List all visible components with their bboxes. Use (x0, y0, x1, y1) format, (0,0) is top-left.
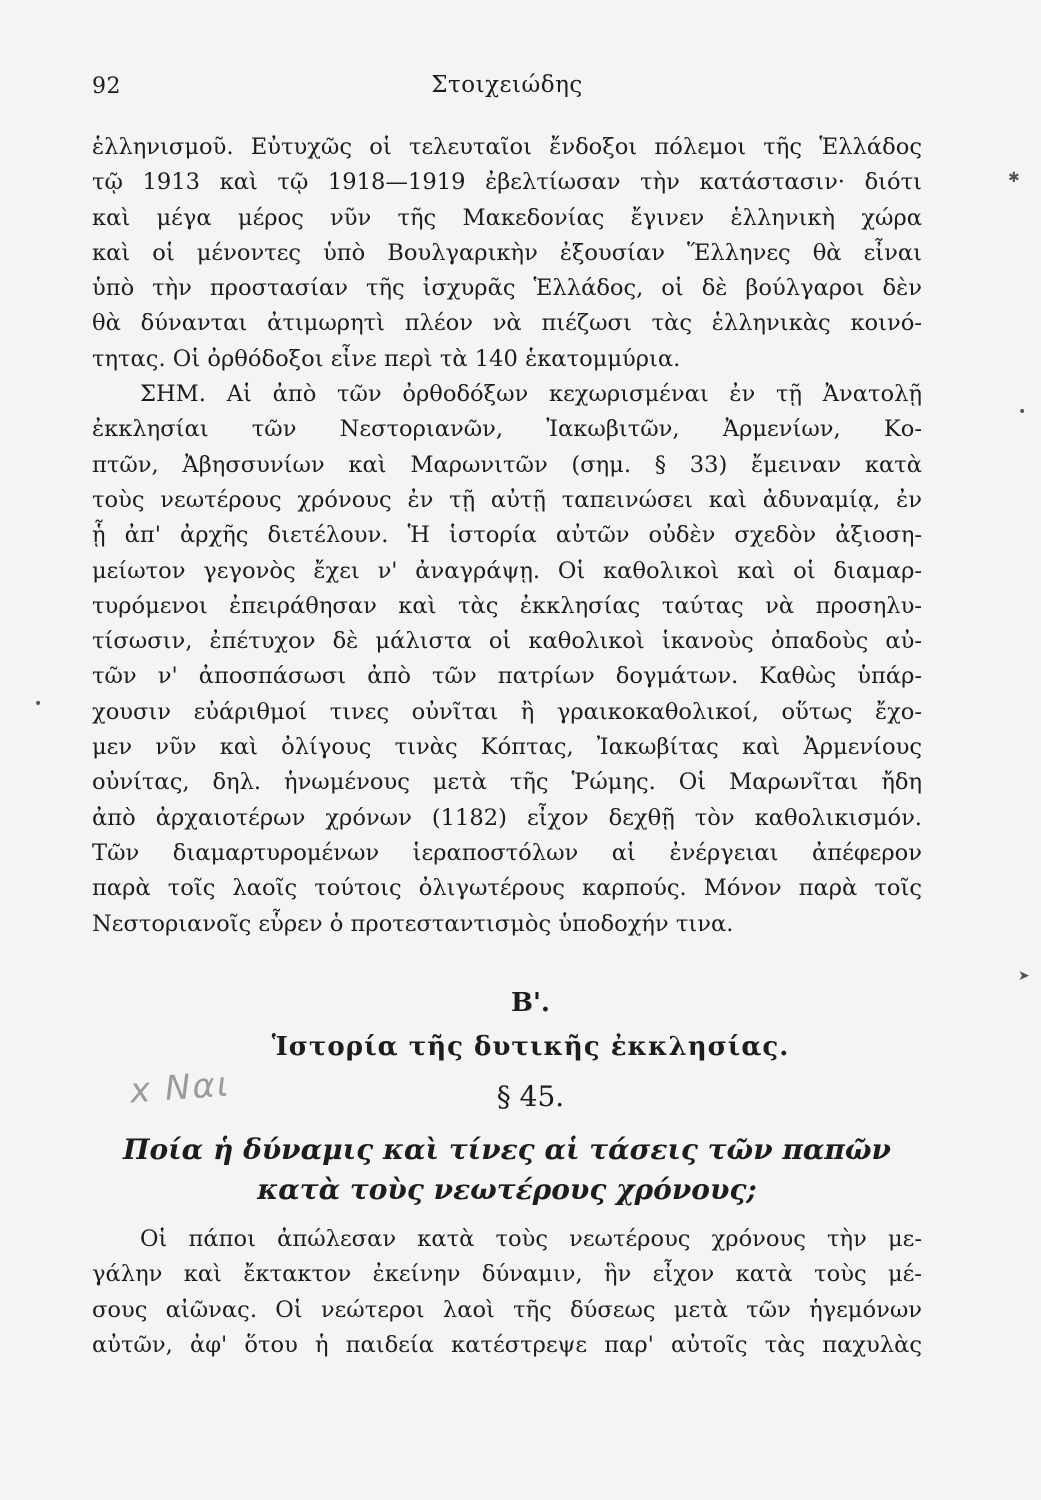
section-title: Ἱστορία τῆς δυτικῆς ἐκκλησίας. (271, 1032, 790, 1062)
text-line: ἀπὸ ἀρχαιοτέρων χρόνων (1182) εἶχον δεχθῇ τὸν καθολικισμόν. (92, 804, 922, 831)
page-number: 92 (92, 74, 121, 99)
section-letter: Β'. (511, 988, 550, 1018)
text-line: γάλην καὶ ἔκτακτον ἐκείνην δύναμιν, ἣν εἶχον κατὰ τοὺς μέ- (92, 1261, 922, 1288)
text-line: ἑλληνισμοῦ. Εὐτυχῶς οἱ τελευταῖοι ἔνδοξοι πόλεμοι τῆς Ἑλλάδος (92, 134, 922, 160)
margin-star-mark: ✱ (1008, 170, 1020, 186)
text-line: μείωτον γεγονὸς ἔχει ν' ἀναγράψῃ. Οἱ καθολικοὶ καὶ οἱ διαμαρ- (92, 557, 922, 584)
margin-dot-mark: • (34, 696, 43, 712)
text-line: οὐνίτας, δηλ. ἡνωμένους μετὰ τῆς Ῥώμης. Οἱ Μαρωνῖται ἤδη (92, 769, 922, 796)
text-line: καὶ οἱ μένοντες ὑπὸ Βουλγαρικὴν ἐξουσίαν Ἕλληνες θὰ εἶναι (92, 239, 922, 266)
running-head: Στοιχειώδης (431, 72, 583, 98)
text-line: τῷ 1913 καὶ τῷ 1918—1919 ἐβελτίωσαν τὴν κατάστασιν· διότι (92, 169, 922, 196)
text-line: καὶ μέγα μέρος νῦν τῆς Μακεδονίας ἔγινεν ἑλληνικὴ χώρα (92, 204, 922, 231)
body-text (92, 130, 922, 942)
text-line: τητας. Οἱ ὀρθόδοξοι εἶνε περὶ τὰ 140 ἑκατομμύρια. (92, 345, 681, 372)
text-line: χουσιν εὐάριθμοί τινες οὐνῖται ἢ γραικοκαθολικοί, οὕτως ἔχο- (92, 698, 922, 725)
text-line: τυρόμενοι ἐπειράθησαν καὶ τὰς ἐκκλησίας ταύτας νὰ προσηλυ- (92, 592, 922, 619)
margin-dot-mark: • (1018, 404, 1027, 420)
note-line: ΣΗΜ. Αἱ ἀπὸ τῶν ὀρθοδόξων κεχωρισμέναι ἐν τῇ Ἀνατολῇ (140, 381, 922, 408)
answer-text (92, 1222, 922, 1363)
text-line: Νεστοριανοῖς εὗρεν ὁ προτεσταντισμὸς ὑποδοχήν τινα. (92, 910, 734, 937)
text-line: Τῶν διαμαρτυρομένων ἱεραποστόλων αἱ ἐνέργειαι ἀπέφερον (92, 839, 922, 866)
handwritten-annotation: x Ναι (128, 1064, 232, 1112)
text-line: πτῶν, Ἀβησσυνίων καὶ Μαρωνιτῶν (σημ. § 33) ἔμειναν κατὰ (92, 451, 922, 478)
text-line: ὑπὸ τὴν προστασίαν τῆς ἰσχυρᾶς Ἑλλάδος, οἱ δὲ βούλγαροι δὲν (92, 275, 922, 302)
text-line: τῶν ν' ἀποσπάσωσι ἀπὸ τῶν πατρίων δογμάτων. Καθὼς ὑπάρ- (92, 663, 922, 690)
text-line: θὰ δύνανται ἀτιμωρητὶ πλέον νὰ πιέζωσι τὰς ἑλληνικὰς κοινό- (92, 310, 922, 337)
question-line: Ποία ἡ δύναμις καὶ τίνες αἱ τάσεις τῶν παπῶν (122, 1133, 891, 1166)
text-line: Οἱ πάποι ἀπώλεσαν κατὰ τοὺς νεωτέρους χρόνους τὴν με- (140, 1226, 922, 1252)
text-line: σους αἰῶνας. Οἱ νεώτεροι λαοὶ τῆς δύσεως μετὰ τῶν ἡγεμόνων (92, 1296, 922, 1323)
text-line: αὐτῶν, ἀφ' ὅτου ἡ παιδεία κατέστρεψε παρ' αὐτοῖς τὰς παχυλὰς (92, 1331, 922, 1358)
question-line: κατὰ τοὺς νεωτέρους χρόνους; (257, 1173, 757, 1206)
text-line: ἐκκλησίαι τῶν Νεστοριανῶν, Ἰακωβιτῶν, Ἀρμενίων, Κο- (92, 416, 922, 443)
section-number: § 45. (496, 1080, 565, 1113)
section-question (92, 1130, 922, 1210)
text-line: τοὺς νεωτέρους χρόνους ἐν τῇ αὐτῇ ταπεινώσει καὶ ἀδυναμίᾳ, ἐν (92, 486, 922, 513)
text-line: μεν νῦν καὶ ὀλίγους τινὰς Κόπτας, Ἰακωβίτας καὶ Ἀρμενίους (92, 734, 922, 761)
text-line: τίσωσιν, ἐπέτυχον δὲ μάλιστα οἱ καθολικοὶ ἱκανοὺς ὀπαδοὺς αὐ- (92, 628, 922, 655)
margin-arrow-mark: ➤ (1018, 968, 1030, 984)
text-line: ᾗ ἀπ' ἀρχῆς διετέλουν. Ἡ ἱστορία αὐτῶν οὐδὲν σχεδὸν ἀξιοση- (92, 522, 922, 549)
page-header (92, 68, 922, 108)
text-line: παρὰ τοῖς λαοῖς τούτοις ὀλιγωτέρους καρπούς. Μόνον παρὰ τοῖς (92, 875, 922, 902)
